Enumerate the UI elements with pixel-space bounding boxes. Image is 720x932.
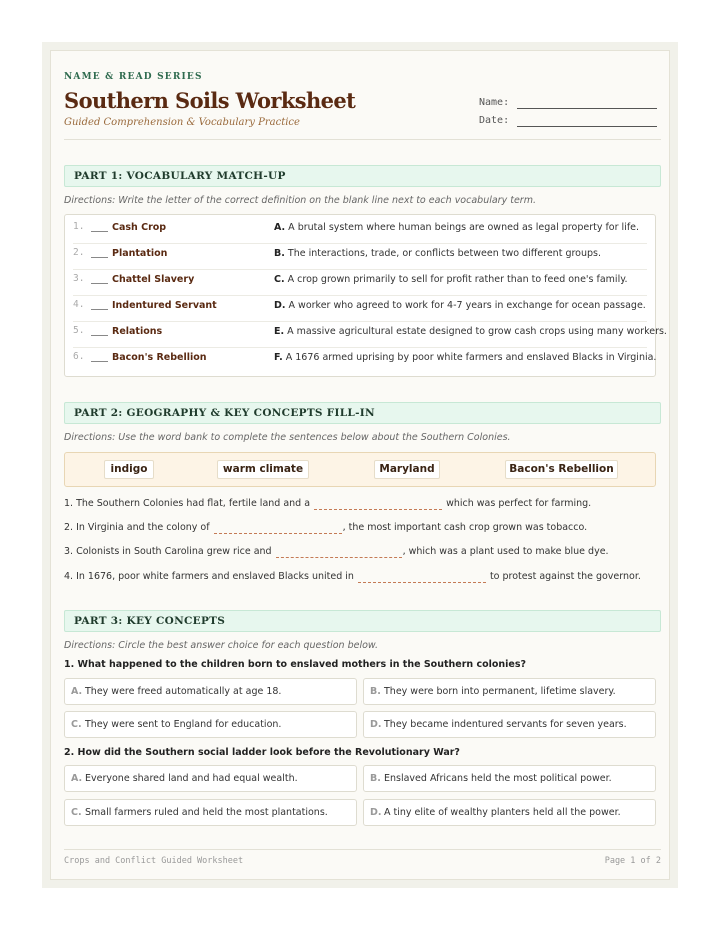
part3-heading-text: PART 3: KEY CONCEPTS <box>74 615 226 627</box>
question-text: 2. How did the Southern social ladder look before the Revolutionary War? <box>64 747 460 758</box>
vocab-row <box>73 295 647 322</box>
vocab-row <box>73 347 657 373</box>
answer-blank[interactable] <box>91 283 108 284</box>
fill-in-sentence: 1. The Southern Colonies had flat, fertile land and a which was perfect for farming. <box>64 498 592 509</box>
answer-option[interactable]: B. Enslaved Africans held the most political power. <box>363 765 656 792</box>
vocab-row <box>73 217 647 244</box>
part1-directions: Directions: Write the letter of the correct definition on the blank line next to each vocabulary term. <box>64 195 536 206</box>
name-field[interactable] <box>517 97 657 109</box>
vocab-term: Indentured Servant <box>112 300 217 311</box>
fill-in-sentence: 4. In 1676, poor white farmers and enslaved Blacks united in to protest against the governor. <box>64 571 641 582</box>
fill-in-sentence: 3. Colonists in South Carolina grew rice and , which was a plant used to make blue dye. <box>64 546 609 557</box>
vocab-definition: D. A worker who agreed to work for 4-7 years in exchange for ocean passage. <box>274 300 646 311</box>
header-divider <box>64 139 661 140</box>
answer-option[interactable]: A. Everyone shared land and had equal wealth. <box>64 765 357 792</box>
word-bank-item: Maryland <box>374 460 440 479</box>
worksheet-content <box>50 50 670 880</box>
worksheet-page <box>42 42 678 888</box>
answer-blank[interactable] <box>91 257 108 258</box>
answer-option[interactable]: D. They became indentured servants for seven years. <box>363 711 656 738</box>
page-number: Page 1 of 2 <box>604 856 661 866</box>
answer-option[interactable]: A. They were freed automatically at age 18. <box>64 678 357 705</box>
vocab-term: Cash Crop <box>112 222 167 233</box>
page-subtitle: Guided Comprehension & Vocabulary Practice <box>64 117 300 128</box>
date-field[interactable] <box>517 115 657 127</box>
vocab-number: 4. <box>73 299 85 310</box>
vocab-row <box>73 321 667 348</box>
part2-heading <box>64 402 661 424</box>
vocab-definition: C. A crop grown primarily to sell for profit rather than to feed one's family. <box>274 274 628 285</box>
answer-option[interactable]: D. A tiny elite of wealthy planters held all the power. <box>363 799 656 826</box>
part1-heading <box>64 165 661 187</box>
answer-option[interactable]: B. They were born into permanent, lifetime slavery. <box>363 678 656 705</box>
vocab-term: Bacon's Rebellion <box>112 352 207 363</box>
vocab-definition: B. The interactions, trade, or conflicts between two different groups. <box>274 248 602 259</box>
word-bank-item: warm climate <box>217 460 309 479</box>
word-bank-item: indigo <box>104 460 154 479</box>
answer-blank[interactable] <box>91 335 108 336</box>
word-bank-item: Bacon's Rebellion <box>505 460 618 479</box>
part1-heading-text: PART 1: VOCABULARY MATCH-UP <box>74 170 286 182</box>
fill-in-blank[interactable] <box>358 571 486 583</box>
footer-divider <box>64 849 661 850</box>
fill-in-sentence: 2. In Virginia and the colony of , the most important cash crop grown was tobacco. <box>64 522 588 533</box>
vocab-definition: A. A brutal system where human beings are owned as legal property for life. <box>274 222 640 233</box>
word-bank <box>64 452 656 487</box>
vocab-definition: E. A massive agricultural estate designed to grow cash crops using many workers. <box>274 326 667 337</box>
answer-option[interactable]: C. They were sent to England for education. <box>64 711 357 738</box>
part3-directions: Directions: Circle the best answer choice for each question below. <box>64 640 379 651</box>
vocab-definition: F. A 1676 armed uprising by poor white farmers and enslaved Blacks in Virginia. <box>274 352 657 363</box>
answer-blank[interactable] <box>91 231 108 232</box>
name-label: Name: <box>479 97 510 108</box>
vocab-row <box>73 243 647 270</box>
vocab-number: 3. <box>73 273 85 284</box>
fill-in-blank[interactable] <box>276 546 402 558</box>
footer-title: Crops and Conflict Guided Worksheet <box>64 856 244 866</box>
series-label: NAME & READ SERIES <box>64 72 203 82</box>
vocab-term: Relations <box>112 326 163 337</box>
part2-directions: Directions: Use the word bank to complete the sentences below about the Southern Colonies. <box>64 432 511 443</box>
vocab-row <box>73 269 647 296</box>
page-title: Southern Soils Worksheet <box>64 88 356 113</box>
vocab-number: 2. <box>73 247 85 258</box>
date-label: Date: <box>479 115 510 126</box>
fill-in-blank[interactable] <box>214 522 342 534</box>
vocabulary-table <box>64 214 667 377</box>
vocab-term: Chattel Slavery <box>112 274 195 285</box>
answer-option[interactable]: C. Small farmers ruled and held the most plantations. <box>64 799 357 826</box>
vocab-number: 1. <box>73 221 85 232</box>
answer-blank[interactable] <box>91 309 108 310</box>
vocab-term: Plantation <box>112 248 168 259</box>
part2-heading-text: PART 2: GEOGRAPHY & KEY CONCEPTS FILL-IN <box>74 407 375 419</box>
vocab-number: 6. <box>73 351 85 362</box>
answer-blank[interactable] <box>91 361 108 362</box>
part3-heading <box>64 610 661 632</box>
question-text: 1. What happened to the children born to enslaved mothers in the Southern colonies? <box>64 659 527 670</box>
vocab-number: 5. <box>73 325 85 336</box>
fill-in-blank[interactable] <box>314 498 442 510</box>
